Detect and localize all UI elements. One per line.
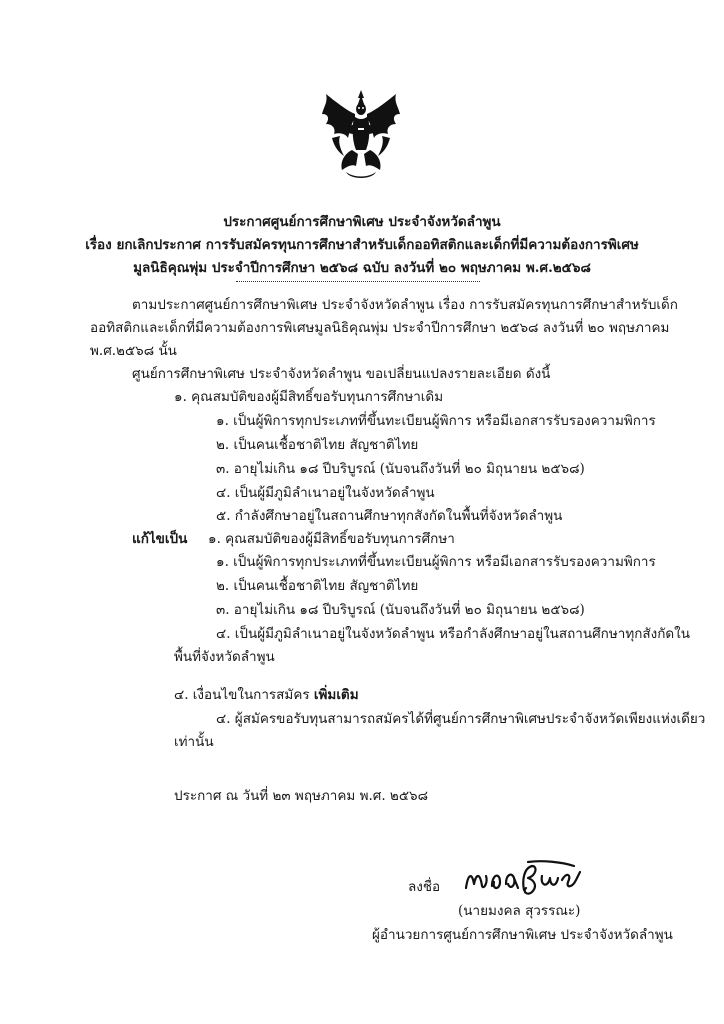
- signatory-position: ผู้อำนวยการศูนย์การศึกษาพิเศษ ประจำจังหวัดลำพูน: [372, 927, 673, 943]
- revised-item-4-cont: พื้นที่จังหวัดลำพูน: [174, 649, 275, 665]
- original-item-3: ๓. อายุไม่เกิน ๑๘ ปีบริบูรณ์ (นับจนถึงวันที่ ๒๐ มิถุนายน ๒๕๖๘): [216, 461, 585, 477]
- intro-line-1: ตามประกาศศูนย์การศึกษาพิเศษ ประจำจังหวัดลำพูน เรื่อง การรับสมัครทุนการศึกษาสำหรับเด็ก: [132, 297, 678, 313]
- intro-line-3: พ.ศ.๒๕๖๘ นั้น: [90, 343, 177, 359]
- announcement-title: ประกาศศูนย์การศึกษาพิเศษ ประจำจังหวัดลำพูน: [223, 214, 501, 230]
- additional-item-line-2: เท่านั้น: [174, 734, 214, 750]
- garuda-emblem-icon: [318, 88, 404, 184]
- revised-item-4: ๔. เป็นผู้มีภูมิลำเนาอยู่ในจังหวัดลำพูน หรือกำลังศึกษาอยู่ในสถานศึกษาทุกสังกัดใน: [216, 626, 691, 642]
- revised-item-2: ๒. เป็นคนเชื้อชาติไทย สัญชาติไทย: [216, 578, 419, 594]
- subject-line-1: เรื่อง ยกเลิกประกาศ การรับสมัครทุนการศึกษาสำหรับเด็กออทิสติกและเด็กที่มีความต้องการพิเศษ: [85, 237, 639, 253]
- revised-item-1: ๑. เป็นผู้พิการทุกประเภทที่ขึ้นทะเบียนผู้พิการ หรือมีเอกสารรับรองความพิการ: [216, 554, 656, 570]
- change-intro: ศูนย์การศึกษาพิเศษ ประจำจังหวัดลำพูน ขอเปลี่ยนแปลงรายละเอียด ดังนี้: [132, 366, 551, 382]
- original-item-1: ๑. เป็นผู้พิการทุกประเภทที่ขึ้นทะเบียนผู้พิการ หรือมีเอกสารรับรองความพิการ: [216, 413, 656, 429]
- revised-heading: ๑. คุณสมบัติของผู้มีสิทธิ์ขอรับทุนการศึกษา: [208, 531, 455, 547]
- intro-line-2: ออทิสติกและเด็กที่มีความต้องการพิเศษมูลนิธิคุณพุ่ม ประจำปีการศึกษา ๒๕๖๘ ลงวันที่ ๒๐ พฤษภาคม: [90, 320, 670, 336]
- revised-item-3: ๓. อายุไม่เกิน ๑๘ ปีบริบูรณ์ (นับจนถึงวันที่ ๒๐ มิถุนายน ๒๕๖๘): [216, 602, 585, 618]
- additional-heading-bold: เพิ่มเติม: [313, 687, 359, 703]
- divider-dotted: [236, 281, 480, 282]
- revised-label: แก้ไขเป็น: [132, 531, 188, 547]
- original-item-2: ๒. เป็นคนเชื้อชาติไทย สัญชาติไทย: [216, 437, 419, 453]
- original-item-4: ๔. เป็นผู้มีภูมิลำเนาอยู่ในจังหวัดลำพูน: [216, 485, 435, 501]
- additional-item-line-1: ๔. ผู้สมัครขอรับทุนสามารถสมัครได้ที่ศูนย์การศึกษาพิเศษประจำจังหวัดเพียงแห่งเดียว: [216, 711, 706, 727]
- announce-date: ประกาศ ณ วันที่ ๒๓ พฤษภาคม พ.ศ. ๒๕๖๘: [174, 788, 429, 804]
- signatory-name: (นายมงคล สุวรรณะ): [458, 903, 581, 919]
- original-item-5: ๕. กำลังศึกษาอยู่ในสถานศึกษาทุกสังกัดในพื้นที่จังหวัดลำพูน: [216, 508, 563, 524]
- handwritten-signature-icon: [462, 860, 584, 900]
- original-heading: ๑. คุณสมบัติของผู้มีสิทธิ์ขอรับทุนการศึกษาเดิม: [174, 389, 444, 405]
- signature-label: ลงชื่อ: [408, 879, 441, 895]
- subject-line-2: มูลนิธิคุณพุ่ม ประจำปีการศึกษา ๒๕๖๘ ฉบับ ลงวันที่ ๒๐ พฤษภาคม พ.ศ.๒๕๖๘: [133, 260, 591, 276]
- additional-heading: [174, 686, 359, 704]
- additional-heading-prefix: ๔. เงื่อนไขในการสมัคร: [174, 687, 310, 703]
